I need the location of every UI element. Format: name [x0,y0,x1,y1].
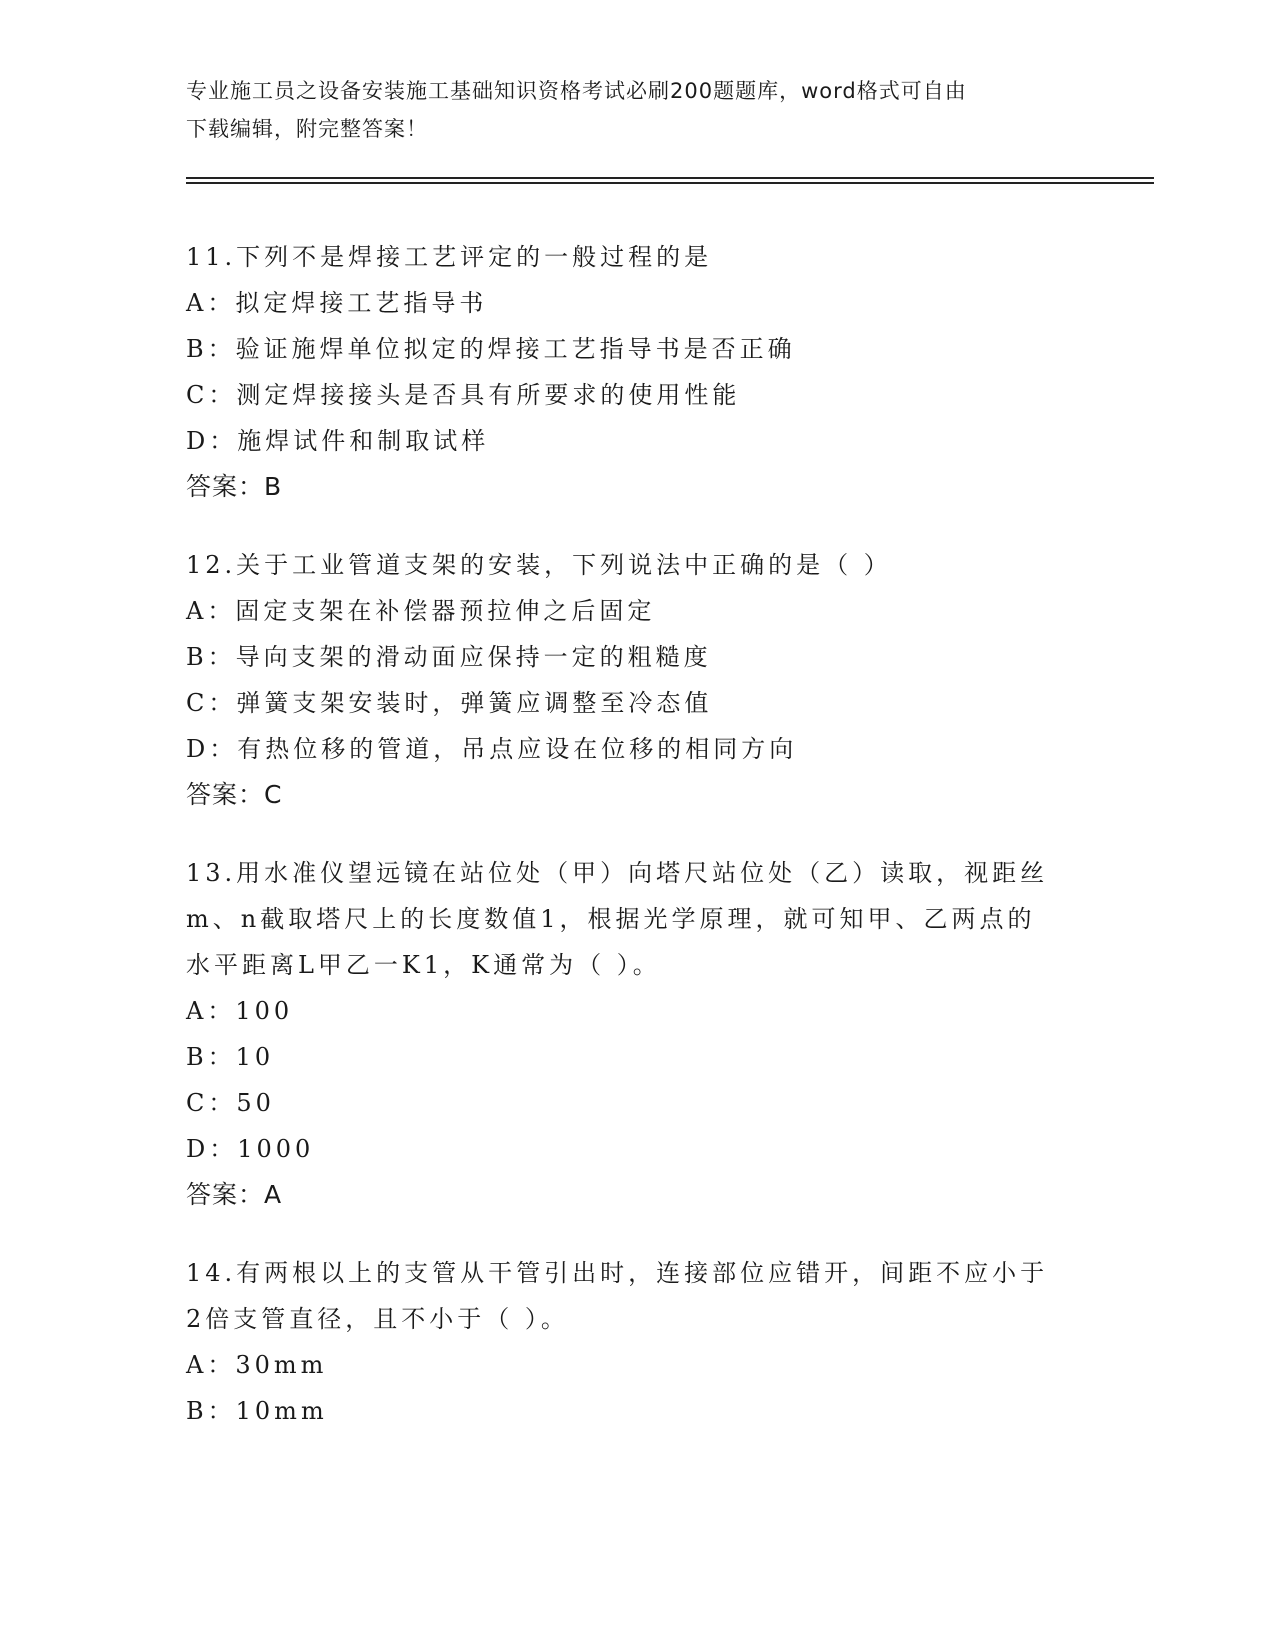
option-separator: ： [207,335,236,363]
option-d [186,726,1086,772]
option-d [186,1126,1086,1172]
question-stem-line: 水平距离L甲乙一K1，K通常为（ ）。 [186,951,661,979]
option-text: 弹簧支架安装时，弹簧应调整至冷态值 [236,689,713,717]
option-letter: A [186,289,208,317]
question-stem [186,542,1086,588]
option-separator: ： [209,735,238,763]
answer-line: 答案：B [186,472,283,501]
option-letter: B [186,643,208,671]
option-text: 固定支架在补偿器预拉伸之后固定 [235,597,656,625]
question-stem [186,234,1086,280]
option-a [186,588,1086,634]
option-a [186,280,1086,326]
option-letter: C [186,381,209,409]
option-text: 10mm [235,1397,328,1425]
option-b [186,326,1086,372]
option-text: 30mm [235,1351,328,1379]
answer-line: 答案：A [186,1180,283,1209]
question-stem [186,850,1086,988]
option-letter: B [186,1043,208,1071]
option-b [186,1388,1086,1434]
option-c [186,1080,1086,1126]
option-letter: C [186,689,209,717]
option-d [186,418,1086,464]
question-stem [186,1250,1086,1342]
header-line-1: 专业施工员之设备安装施工基础知识资格考试必刷200题题库，word格式可自由 [186,79,967,103]
header-divider-top [186,177,1154,179]
option-letter: A [186,997,208,1025]
option-text: 拟定焊接工艺指导书 [235,289,488,317]
option-separator: ： [207,597,236,625]
option-separator: ： [209,1135,238,1163]
answer-line: 答案：C [186,780,283,809]
option-separator: ： [207,289,236,317]
option-letter: C [186,1089,209,1117]
header-divider-bottom [186,182,1154,184]
option-letter: D [186,427,210,455]
option-letter: B [186,335,208,363]
option-separator: ： [207,997,236,1025]
option-text: 1000 [237,1135,315,1163]
question-stem-line: 14.有两根以上的支管从干管引出时，连接部位应错开，间距不应小于 [186,1259,1049,1287]
header-line-2: 下载编辑，附完整答案！ [186,117,428,141]
question-item [186,850,1086,1218]
document-header [186,72,1086,148]
option-c [186,680,1086,726]
question-stem-line: 2倍支管直径，且不小于（ ）。 [186,1305,569,1333]
option-separator: ： [207,1043,236,1071]
option-separator: ： [208,1089,237,1117]
option-text: 导向支架的滑动面应保持一定的粗糙度 [235,643,712,671]
question-item [186,542,1086,818]
option-a [186,1342,1086,1388]
option-text: 验证施焊单位拟定的焊接工艺指导书是否正确 [235,335,796,363]
question-stem-line: 13.用水准仪望远镜在站位处（甲）向塔尺站位处（乙）读取，视距丝 [186,859,1049,887]
option-letter: B [186,1397,208,1425]
option-a [186,988,1086,1034]
option-text: 施焊试件和制取试样 [237,427,490,455]
option-b [186,634,1086,680]
option-separator: ： [208,381,237,409]
option-separator: ： [207,1397,236,1425]
option-separator: ： [207,1351,236,1379]
option-text: 50 [236,1089,275,1117]
option-separator: ： [207,643,236,671]
option-letter: D [186,1135,210,1163]
option-b [186,1034,1086,1080]
question-stem-line: 11.下列不是焊接工艺评定的一般过程的是 [186,243,713,271]
option-text: 10 [235,1043,275,1071]
option-letter: D [186,735,210,763]
option-letter: A [186,597,208,625]
option-letter: A [186,1351,208,1379]
option-text: 100 [235,997,294,1025]
option-separator: ： [208,689,237,717]
option-text: 测定焊接接头是否具有所要求的使用性能 [236,381,741,409]
option-text: 有热位移的管道，吊点应设在位移的相同方向 [237,735,798,763]
question-stem-line: m、n截取塔尺上的长度数值1，根据光学原理，就可知甲、乙两点的 [186,905,1036,933]
option-c [186,372,1086,418]
option-separator: ： [209,427,238,455]
question-item [186,1250,1086,1434]
question-stem-line: 12.关于工业管道支架的安装，下列说法中正确的是（ ） [186,551,892,579]
question-item [186,234,1086,510]
question-list [186,234,1086,1466]
